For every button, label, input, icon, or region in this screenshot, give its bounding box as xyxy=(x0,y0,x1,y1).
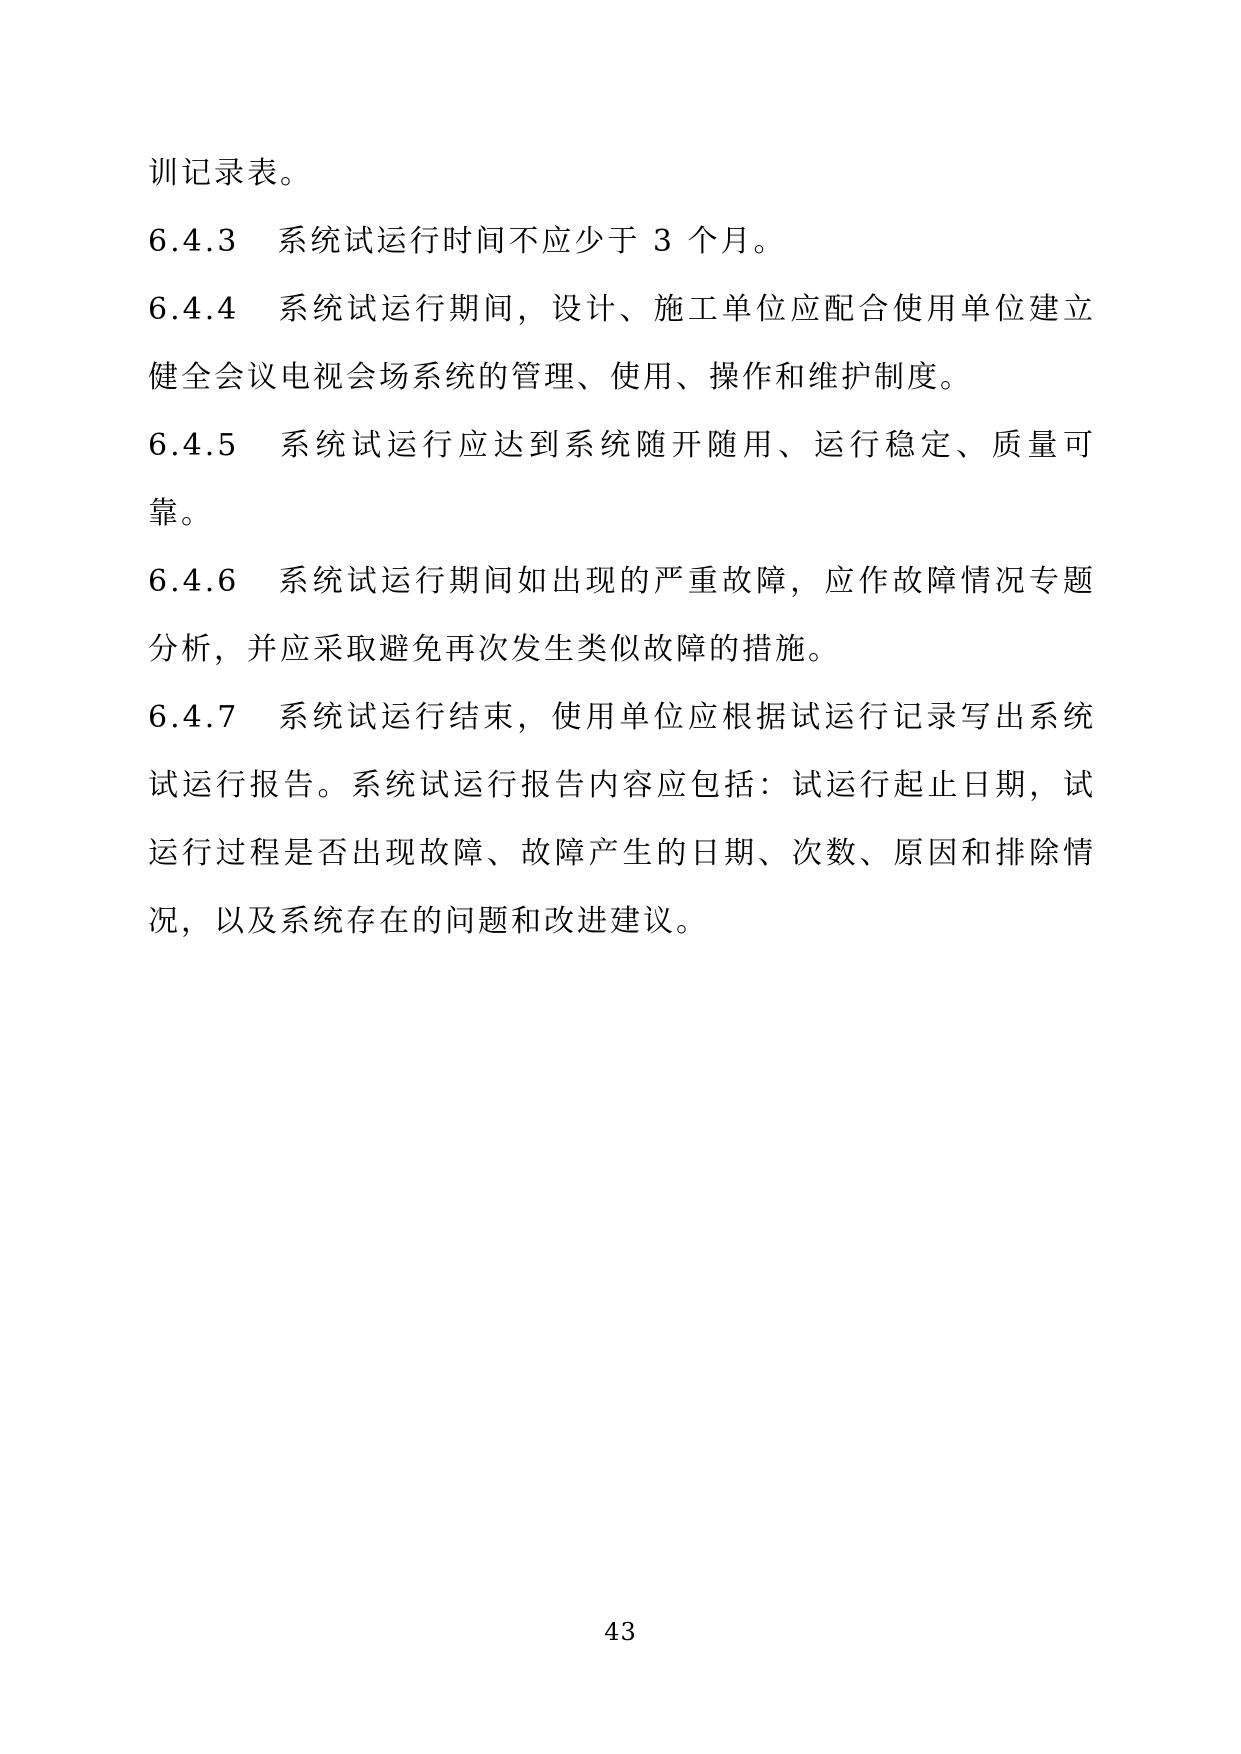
clause-text-6-4-4: 系统试运行期间，设计、施工单位应配合使用单位建立健全会议电视会场系统的管理、使用、操作和维护制度。 xyxy=(148,292,1096,395)
clause-number-6-4-3: 6.4.3 xyxy=(148,224,240,259)
clause-text-6-4-3: 系统试运行时间不应少于 3 个月。 xyxy=(277,224,787,259)
page-footer xyxy=(0,1618,1241,1646)
clause-number-6-4-6: 6.4.6 xyxy=(148,564,240,599)
clause-text-6-4-6: 系统试运行期间如出现的严重故障，应作故障情况专题分析，并应采取避免再次发生类似故障的措施。 xyxy=(148,564,1096,667)
clause-number-6-4-4: 6.4.4 xyxy=(148,292,240,327)
clause-6-4-6 xyxy=(148,548,1096,684)
clause-6-4-5 xyxy=(148,412,1096,548)
clause-number-6-4-5: 6.4.5 xyxy=(148,428,240,463)
paragraph-continuation: 训记录表。 xyxy=(148,156,313,191)
clause-6-4-7 xyxy=(148,684,1096,956)
clause-text-6-4-7: 系统试运行结束，使用单位应根据试运行记录写出系统试运行报告。系统试运行报告内容应包括：试运行起止日期，试运行过程是否出现故障、故障产生的日期、次数、原因和排除情况，以及系统存在的问题和改进建议。 xyxy=(148,700,1096,939)
clause-number-6-4-7: 6.4.7 xyxy=(148,700,240,735)
clause-6-4-4 xyxy=(148,276,1096,412)
clause-6-4-3 xyxy=(148,208,1096,276)
document-body xyxy=(148,140,1096,956)
page-number: 43 xyxy=(604,1618,637,1646)
clause-text-6-4-5: 系统试运行应达到系统随开随用、运行稳定、质量可靠。 xyxy=(148,428,1096,531)
